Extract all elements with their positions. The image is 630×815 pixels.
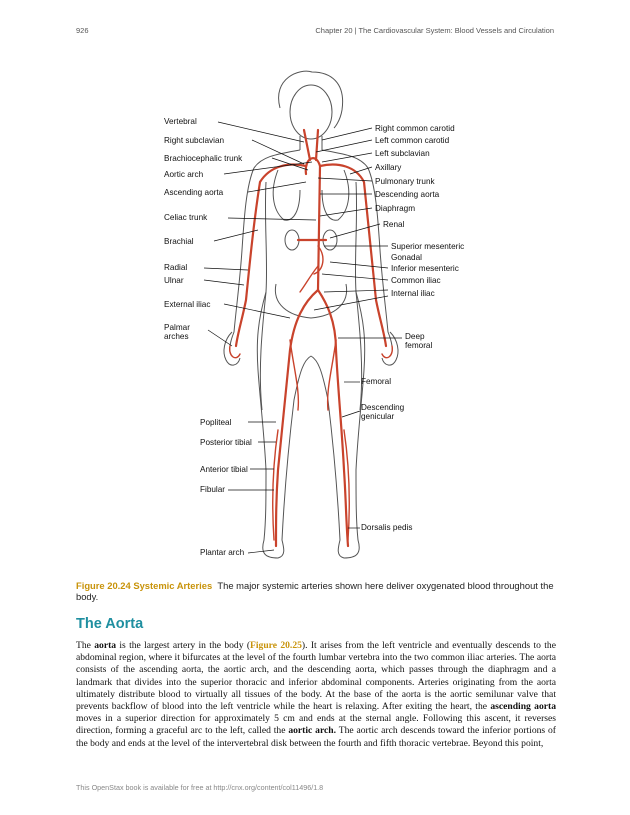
label-aortic-arch: Aortic arch — [164, 170, 204, 179]
body-paragraph — [76, 640, 556, 750]
body-text: The aortic arch descends toward the inferior portions of the body and ends at the level of the intervertebral disk between the fourth and fifth thoracic vertebrae. Beyond this point, — [76, 725, 556, 749]
label-radial: Radial — [164, 263, 188, 272]
term-aorta: aorta — [94, 640, 117, 651]
label-popliteal: Popliteal — [200, 418, 232, 427]
figure-number: Figure 20.24 Systemic Arteries — [76, 580, 213, 591]
body-text: is the largest artery in the body ( — [116, 640, 251, 651]
label-ascending-aorta: Ascending aorta — [164, 188, 224, 197]
label-left-subclavian: Left subclavian — [375, 149, 430, 158]
label-celiac-trunk: Celiac trunk — [164, 213, 208, 222]
label-anterior-tibial: Anterior tibial — [200, 465, 248, 474]
label-femoral: Femoral — [361, 377, 392, 386]
label-brachiocephalic-trunk: Brachiocephalic trunk — [164, 154, 243, 163]
label-dorsalis-pedis: Dorsalis pedis — [361, 523, 413, 532]
label-renal: Renal — [383, 220, 405, 229]
systemic-arteries-figure — [154, 70, 466, 570]
label-right-common-carotid: Right common carotid — [375, 124, 455, 133]
label-descending-aorta: Descending aorta — [375, 190, 440, 199]
label-left-common-carotid: Left common carotid — [375, 136, 450, 145]
page-number: 926 — [76, 26, 89, 35]
label-palmar-arches: Palmar arches — [164, 323, 190, 341]
label-internal-iliac: Internal iliac — [391, 289, 435, 298]
figure-caption-text: The major systemic arteries shown here deliver oxygenated blood throughout the body. — [76, 580, 554, 602]
label-gonadal: Gonadal — [391, 253, 422, 262]
chapter-title: Chapter 20 | The Cardiovascular System: Blood Vessels and Circulation — [315, 26, 554, 35]
label-fibular: Fibular — [200, 485, 226, 494]
body-text: ). It arises from the left ventricle and eventually descends to the abdominal region, where it bifurcates at the level of the fourth lumbar vertebra into the two common iliac arteries. The aorta consists of the ascending aorta, the aortic arch, and the descending aorta, which passes through the diaphragm and a landmark that divides into the superior thoracic and inferior abdominal components. Arteries originating from the aorta ultimately distribute blood to virtually all tissues of the body. At the base of the aorta is the aortic semilunar valve that prevents backflow of blood into the left ventricle while the heart is relaxing. After exiting the heart, the — [76, 640, 556, 713]
body-text: moves in a superior direction for approximately 5 cm and ends at the sternal angle. Following this ascent, it reverses direction, forming a graceful arc to the left, called the — [76, 713, 556, 737]
label-superior-mesenteric: Superior mesenteric — [391, 242, 465, 251]
body-text: The — [76, 640, 95, 651]
label-descending-genicular: Descending genicular — [361, 403, 405, 421]
figure-caption — [76, 580, 556, 602]
label-pulmonary-trunk: Pulmonary trunk — [375, 177, 435, 186]
footer-note: This OpenStax book is available for free at http://cnx.org/content/col11496/1.8 — [76, 783, 324, 792]
label-vertebral: Vertebral — [164, 117, 197, 126]
label-brachial: Brachial — [164, 237, 194, 246]
label-posterior-tibial: Posterior tibial — [200, 438, 252, 447]
label-plantar-arch: Plantar arch — [200, 548, 245, 557]
label-diaphragm: Diaphragm — [375, 204, 416, 213]
label-right-subclavian: Right subclavian — [164, 136, 225, 145]
label-common-iliac: Common iliac — [391, 276, 441, 285]
section-title: The Aorta — [76, 616, 144, 632]
term-ascending-aorta: ascending aorta — [490, 701, 556, 713]
label-deep-femoral: Deep femoral — [405, 332, 433, 350]
label-external-iliac: External iliac — [164, 300, 211, 309]
label-axillary: Axillary — [375, 163, 402, 172]
label-inferior-mesenteric: Inferior mesenteric — [391, 264, 459, 273]
body-illustration — [154, 70, 466, 570]
figure-link[interactable]: Figure 20.25 — [250, 640, 302, 651]
term-aortic-arch: aortic arch. — [288, 725, 337, 737]
label-ulnar: Ulnar — [164, 276, 184, 285]
